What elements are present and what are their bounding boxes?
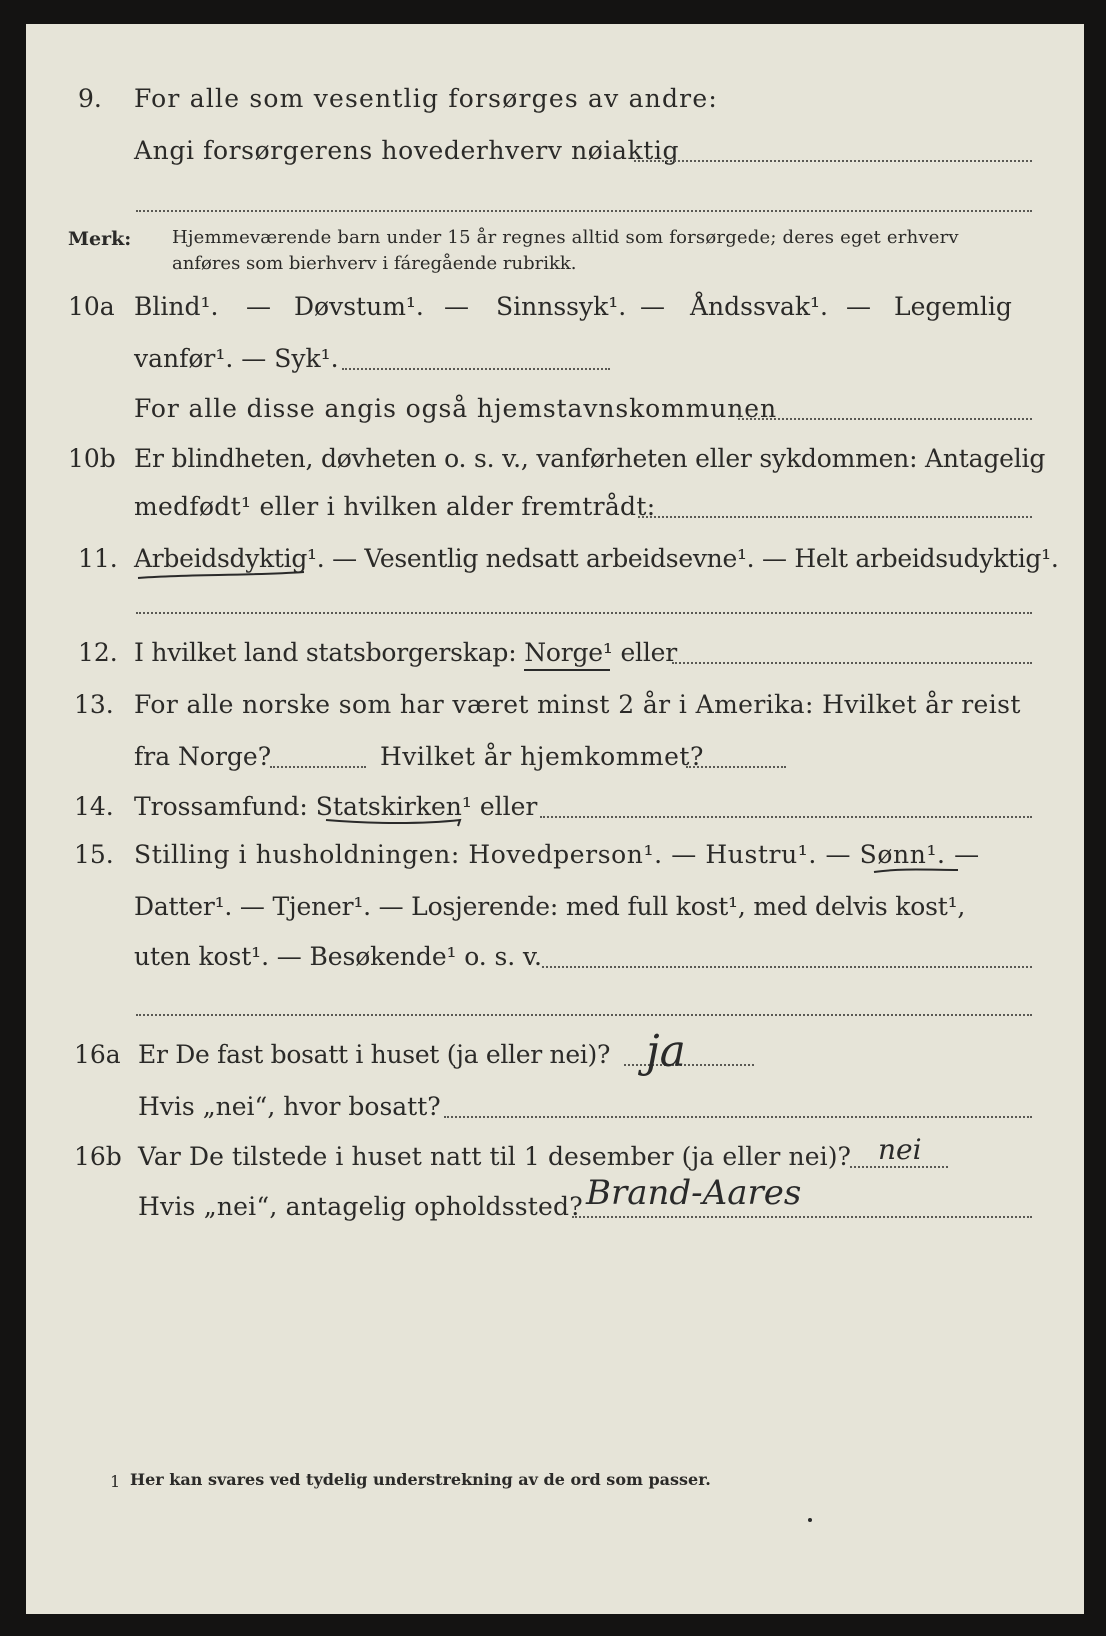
q16a-handwritten-answer: ja	[646, 1026, 686, 1077]
q9-number: 9.	[78, 84, 102, 113]
form-page	[26, 24, 1084, 1614]
q10a-dash-1: —	[246, 292, 271, 321]
footnote-text: Her kan svares ved tydelig understrekning av de ord som passer.	[130, 1470, 711, 1489]
q10a-item-sinnssyk[interactable]: Sinnssyk¹.	[496, 292, 627, 321]
q9-line2: Angi forsørgerens hovederhverv nøiaktig	[134, 136, 680, 165]
q10a-line2: vanfør¹. — Syk¹.	[134, 344, 339, 373]
q10a-number: 10a	[68, 292, 115, 321]
q11-underline-mark	[136, 570, 306, 584]
q9-answer-line[interactable]	[634, 160, 1032, 162]
q15-line3: uten kost¹. — Besøkende¹ o. s. v.	[134, 942, 542, 971]
q11-answer-line[interactable]	[136, 612, 1032, 614]
q9-line1: For alle som vesentlig forsørges av andre:	[134, 84, 718, 113]
q13-line2b: Hvilket år hjemkommet?	[380, 742, 704, 771]
q15-line2: Datter¹. — Tjener¹. — Losjerende: med full kost¹, med delvis kost¹,	[134, 892, 966, 921]
footnote-mark: 1	[110, 1472, 121, 1491]
paper-speck	[808, 1518, 812, 1522]
q10a-item-legemlig[interactable]: Legemlig	[894, 292, 1012, 321]
q15-answer-line-2[interactable]	[136, 1014, 1032, 1016]
q12-answer-line[interactable]	[672, 662, 1032, 664]
q13-hjemkommet-answer-line[interactable]	[686, 766, 786, 768]
q10a-dash-2: —	[444, 292, 469, 321]
q16a-line1: Er De fast bosatt i huset (ja eller nei)?	[138, 1040, 611, 1069]
q10a-item-andssvak[interactable]: Åndssvak¹.	[690, 292, 828, 321]
q15-underline-mark	[872, 866, 962, 878]
q14-underline-mark	[324, 816, 464, 830]
q10a-dash-4: —	[846, 292, 871, 321]
q10a-syk-answer-line[interactable]	[342, 368, 610, 370]
q10a-hjemstavn-answer-line[interactable]	[738, 418, 1032, 420]
q14-line1: Trossamfund: Statskirken¹ eller	[134, 792, 538, 821]
q10b-number: 10b	[68, 444, 116, 473]
q10a-item-blind[interactable]: Blind¹.	[134, 292, 219, 321]
merk-line1: Hjemmeværende barn under 15 år regnes alltid som forsørgede; deres eget erhverv	[172, 227, 959, 248]
q16b-number: 16b	[74, 1142, 122, 1171]
q14-answer-line[interactable]	[540, 816, 1032, 818]
q16a-bosatt-answer-line[interactable]	[444, 1116, 1032, 1118]
q11-line1: Arbeidsdyktig¹. — Vesentlig nedsatt arbeidsevne¹. — Helt arbeidsudyktig¹.	[134, 544, 1059, 573]
q10a-dash-3: —	[640, 292, 665, 321]
q14-number: 14.	[74, 792, 114, 821]
q10b-line2: medfødt¹ eller i hvilken alder fremtrådt:	[134, 492, 656, 521]
q16a-answer-line[interactable]	[624, 1064, 754, 1066]
q12-underline-mark	[522, 666, 614, 676]
q9-answer-line-2[interactable]	[136, 210, 1032, 212]
q10a-item-dovstum[interactable]: Døvstum¹.	[294, 292, 424, 321]
q13-line1: For alle norske som har været minst 2 år i Amerika: Hvilket år reist	[134, 690, 1021, 719]
merk-label: Merk:	[68, 228, 132, 250]
q15-answer-line[interactable]	[542, 966, 1032, 968]
q10b-answer-line[interactable]	[638, 516, 1032, 518]
q12-line1: I hvilket land statsborgerskap: Norge¹ eller	[134, 638, 677, 667]
q11-number: 11.	[78, 544, 118, 573]
merk-line2: anføres som bierhverv i fáregående rubrikk.	[172, 253, 577, 274]
q13-number: 13.	[74, 690, 114, 719]
q12-number: 12.	[78, 638, 118, 667]
q16a-number: 16a	[74, 1040, 121, 1069]
q15-line1: Stilling i husholdningen: Hovedperson¹. — Hustru¹. — Sønn¹. —	[134, 840, 980, 869]
q15-number: 15.	[74, 840, 114, 869]
q16a-line2: Hvis „nei“, hvor bosatt?	[138, 1092, 441, 1121]
q13-line2a: fra Norge?	[134, 742, 272, 771]
q10b-line1: Er blindheten, døvheten o. s. v., vanførheten eller sykdommen: Antagelig	[134, 444, 1046, 473]
q10a-line3: For alle disse angis også hjemstavnskommunen	[134, 394, 777, 423]
q16b-line1: Var De tilstede i huset natt til 1 desember (ja eller nei)?	[138, 1142, 852, 1171]
q16b-opholdssted-answer-line[interactable]	[572, 1216, 1032, 1218]
q16b-line2: Hvis „nei“, antagelig opholdssted?	[138, 1192, 583, 1221]
q16b-handwritten-answer: nei	[878, 1133, 922, 1166]
q16b-handwritten-place: Brand-Aares	[586, 1173, 802, 1213]
q16b-answer-line[interactable]	[850, 1166, 948, 1168]
q13-reist-answer-line[interactable]	[270, 766, 366, 768]
